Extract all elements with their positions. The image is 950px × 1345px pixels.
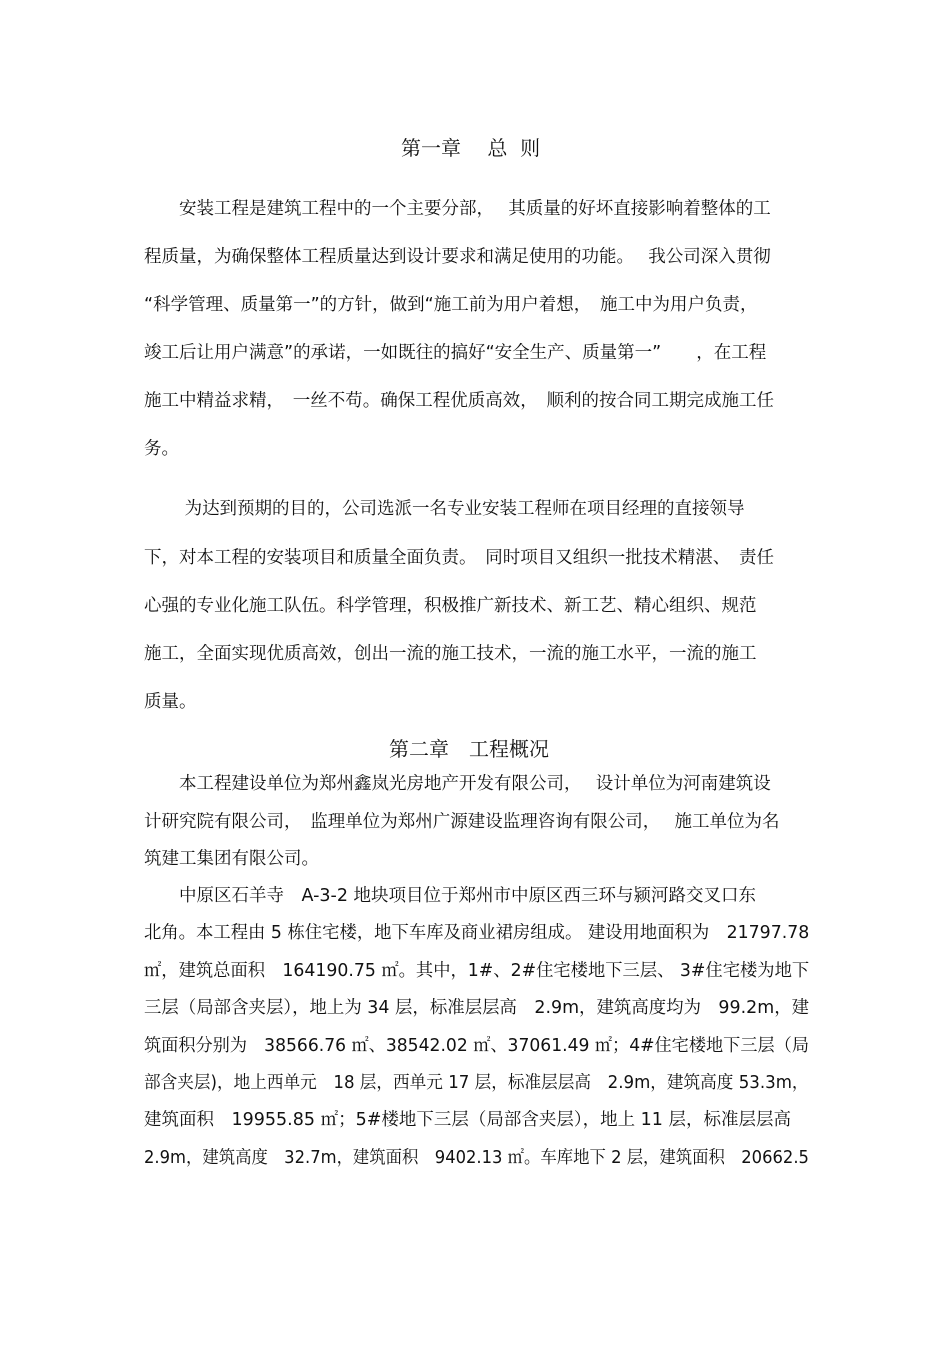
text-line: 程质量，为确保整体工程质量达到设计要求和满足使用的功能。 我公司深入贯彻 [144,247,771,267]
text-line: 中原区石羊寺 A-3-2 地块项目位于郑州市中原区西三环与颍河路交叉口东 [144,886,757,906]
text-line: 三层（局部含夹层），地上为 34 层，标准层层高 2.9m，建筑高度均为 99.2m，建 [144,998,810,1018]
text-line: 北角。本工程由 5 栋住宅楼，地下车库及商业裙房组成。 建设用地面积为 21797.78 [144,923,810,943]
text-line: 筑面积分别为 38566.76 ㎡、38542.02 ㎡、37061.49 ㎡；4#住宅楼地下三层（局 [144,1036,809,1056]
text-line: 质量。 [144,692,197,712]
text-line: 计研究院有限公司， 监理单位为郑州广源建设监理咨询有限公司， 施工单位为名 [144,812,780,832]
text-line: 建筑面积 19955.85 ㎡；5#楼地下三层（局部含夹层），地上 11 层，标准层层高 [144,1110,792,1130]
text-line: 为达到预期的目的，公司选派一名专业安装工程师在项目经理的直接领导 [144,499,745,519]
chapter1-title: 第一章 总 则 [401,136,541,160]
text-line: 安装工程是建筑工程中的一个主要分部， 其质量的好坏直接影响着整体的工 [144,199,771,219]
text-line: 下，对本工程的安装项目和质量全面负责。 同时项目又组织一批技术精湛、 责任 [144,548,774,568]
text-line: “科学管理、质量第一”的方针，做到“施工前为用户着想， 施工中为用户负责， [144,295,758,315]
text-line: 心强的专业化施工队伍。科学管理，积极推广新技术、新工艺、精心组织、规范 [144,596,757,616]
text-line: 筑建工集团有限公司。 [144,849,319,869]
text-line: 本工程建设单位为郑州鑫岚光房地产开发有限公司， 设计单位为河南建筑设 [144,774,771,794]
text-line: 施工中精益求精， 一丝不苟。确保工程优质高效， 顺利的按合同工期完成施工任 [144,391,774,411]
text-line: ㎡，建筑总面积 164190.75 ㎡。其中，1#、2#住宅楼地下三层、 3#住宅楼为地下 [144,961,810,981]
text-line: 部含夹层)，地上西单元 18 层，西单元 17 层，标准层层高 2.9m，建筑高度 53.3m， [144,1073,809,1093]
text-line: 务。 [144,439,179,459]
text-line: 2.9m，建筑高度 32.7m，建筑面积 9402.13 ㎡。车库地下 2 层，建筑面积 20662.5 [144,1148,809,1168]
chapter2-title: 第二章 工程概况 [389,737,549,761]
text-line: 竣工后让用户满意”的承诺，一如既往的搞好“安全生产、质量第一” ，在工程 [144,343,767,363]
text-line: 施工，全面实现优质高效，创出一流的施工技术，一流的施工水平，一流的施工 [144,644,757,664]
